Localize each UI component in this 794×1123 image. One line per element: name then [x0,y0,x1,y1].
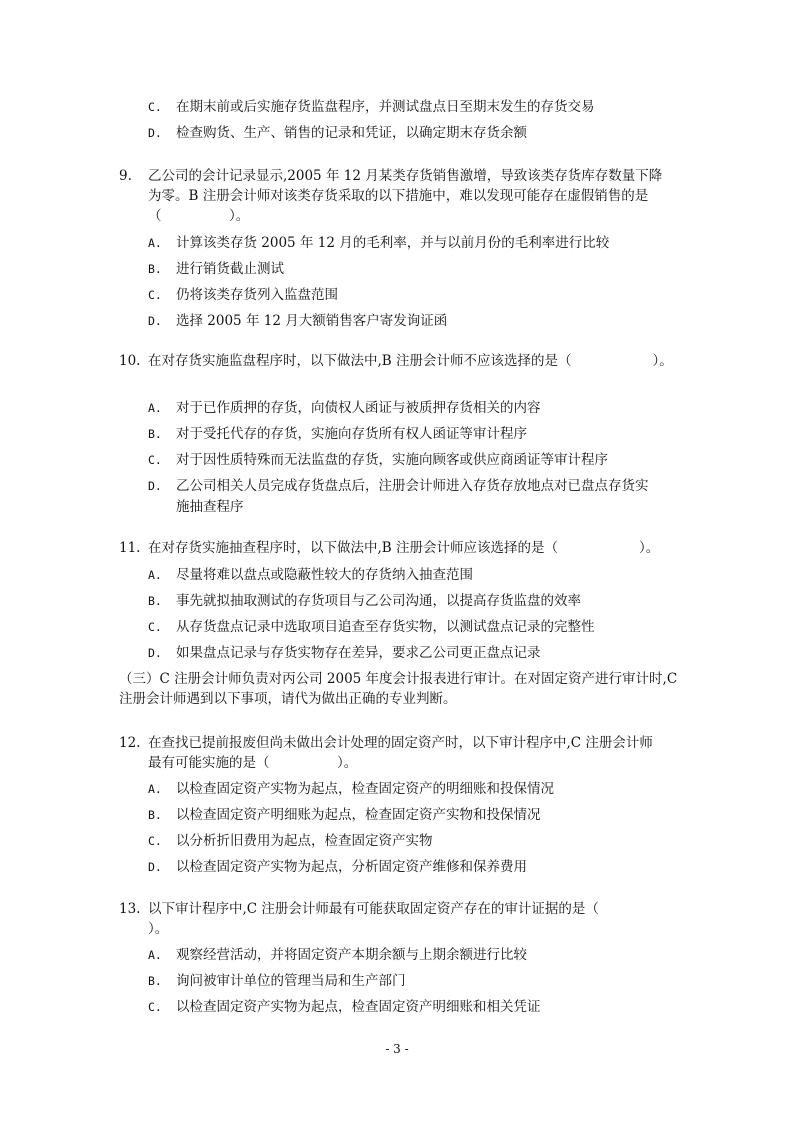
option-text: 检查购货、生产、销售的记录和凭证，以确定期末存货余额 [176,125,527,141]
option-c [148,97,595,117]
option-text-continued: 施抽查程序 [176,499,244,515]
option-text: 乙公司相关人员完成存货盘点后，注册会计师进入存货存放地点对已盘点存货实 [176,478,649,494]
option-text: 进行销货截止测试 [176,261,284,277]
option-letter: A. [148,568,162,582]
option-text: 对于已作质押的存货，向债权人函证与被质押存货相关的内容 [176,400,541,416]
option-text: 如果盘点记录与存货实物存在差异，要求乙公司更正盘点记录 [176,645,541,661]
question-number: 10. [119,353,141,369]
option-d [148,123,527,143]
option-letter: A. [148,236,162,250]
option-text: 计算该类存货 2005 年 12 月的毛利率，并与以前月份的毛利率进行比较 [176,235,610,251]
option-letter: D. [148,126,162,140]
option-b [148,591,581,611]
question-number: 11. [119,540,141,556]
option-letter: B. [148,262,162,276]
option-letter: B. [148,808,162,822]
stem-line: 在对存货实施监盘程序时，以下做法中,B 注册会计师不应该选择的是（ ）。 [148,353,673,369]
option-b [148,805,541,825]
option-text: 以检查固定资产实物为起点，检查固定资产的明细账和投保情况 [176,781,554,797]
option-letter: A. [148,782,162,796]
option-a [148,779,554,799]
option-letter: D. [148,860,162,874]
stem-line: 在对存货实施抽查程序时，以下做法中,B 注册会计师应该选择的是（ ）。 [148,540,660,556]
option-letter: D. [148,479,162,493]
stem-line: 最有可能实施的是（ ）。 [148,755,358,771]
option-text: 从存货盘点记录中选取项目追查至存货实物，以测试盘点记录的完整性 [176,619,595,635]
option-text: 以分析折旧费用为起点，检查固定资产实物 [176,833,433,849]
option-letter: B. [148,594,162,608]
option-letter: C. [148,1000,162,1014]
option-c [148,997,541,1017]
question-12-stem [119,733,653,753]
option-letter: D. [148,646,162,660]
option-c [148,831,433,851]
option-letter: C. [148,620,162,634]
option-letter: C. [148,288,162,302]
option-text: 选择 2005 年 12 月大额销售客户寄发询证函 [176,313,448,329]
option-text: 观察经营活动，并将固定资产本期余额与上期余额进行比较 [176,947,527,963]
option-a [148,398,541,418]
option-letter: C. [148,100,162,114]
page-number: - 3 - [385,1042,409,1056]
option-a [148,233,609,253]
stem-line: 在查找已提前报废但尚未做出会计处理的固定资产时，以下审计程序中,C 注册会计师 [148,735,653,751]
option-text: 仍将该类存货列入监盘范围 [176,287,338,303]
option-c [148,617,595,637]
option-d [148,476,649,496]
option-d [148,857,527,877]
section-intro-line: 注册会计师遇到以下事项，请代为做出正确的专业判断。 [119,691,457,707]
option-letter: C. [148,834,162,848]
option-text: 以检查固定资产明细账为起点，检查固定资产实物和投保情况 [176,807,541,823]
option-a [148,945,527,965]
option-d [148,643,541,663]
option-text: 询问被审计单位的管理当局和生产部门 [176,973,406,989]
option-letter: B. [148,427,162,441]
option-text: 事先就拟抽取测试的存货项目与乙公司沟通，以提高存货监盘的效率 [176,593,581,609]
stem-line: 为零。B 注册会计师对该类存货采取的以下措施中，难以发现可能存在虚假销售的是 [148,188,649,204]
option-c [148,285,338,305]
option-text: 尽量将难以盘点或隐蔽性较大的存货纳入抽查范围 [176,567,473,583]
option-d [148,311,447,331]
stem-line: 乙公司的会计记录显示,2005 年 12 月某类存货销售激增，导致该类存货库存数量下降 [148,168,663,184]
option-text: 在期末前或后实施存货监盘程序，并测试盘点日至期末发生的存货交易 [176,99,595,115]
question-number: 9. [119,168,132,184]
section-intro-line: （三）C 注册会计师负责对丙公司 2005 年度会计报表进行审计。在对固定资产进行审计时,C [119,671,678,687]
option-letter: A. [148,401,162,415]
option-text: 以检查固定资产实物为起点，检查固定资产明细账和相关凭证 [176,999,541,1015]
question-number: 12. [119,735,141,751]
stem-line: （ ）。 [148,208,250,224]
question-number: 13. [119,901,141,917]
option-b [148,424,527,444]
question-10-stem [119,351,673,371]
option-text: 以检查固定资产实物为起点，分析固定资产维修和保养费用 [176,859,527,875]
question-9-stem [119,166,662,186]
stem-line: 以下审计程序中,C 注册会计师最有可能获取固定资产存在的审计证据的是（ [148,901,599,917]
option-letter: B. [148,974,162,988]
option-b [148,259,284,279]
question-13-stem [119,899,599,919]
stem-line: ）。 [148,921,169,937]
option-c [148,450,608,470]
option-text: 对于因性质特殊而无法监盘的存货，实施向顾客或供应商函证等审计程序 [176,452,608,468]
option-a [148,565,473,585]
option-letter: C. [148,453,162,467]
option-b [148,971,406,991]
option-letter: A. [148,948,162,962]
question-11-stem [119,538,659,558]
option-text: 对于受托代存的存货，实施向存货所有权人函证等审计程序 [176,426,527,442]
option-letter: D. [148,314,162,328]
